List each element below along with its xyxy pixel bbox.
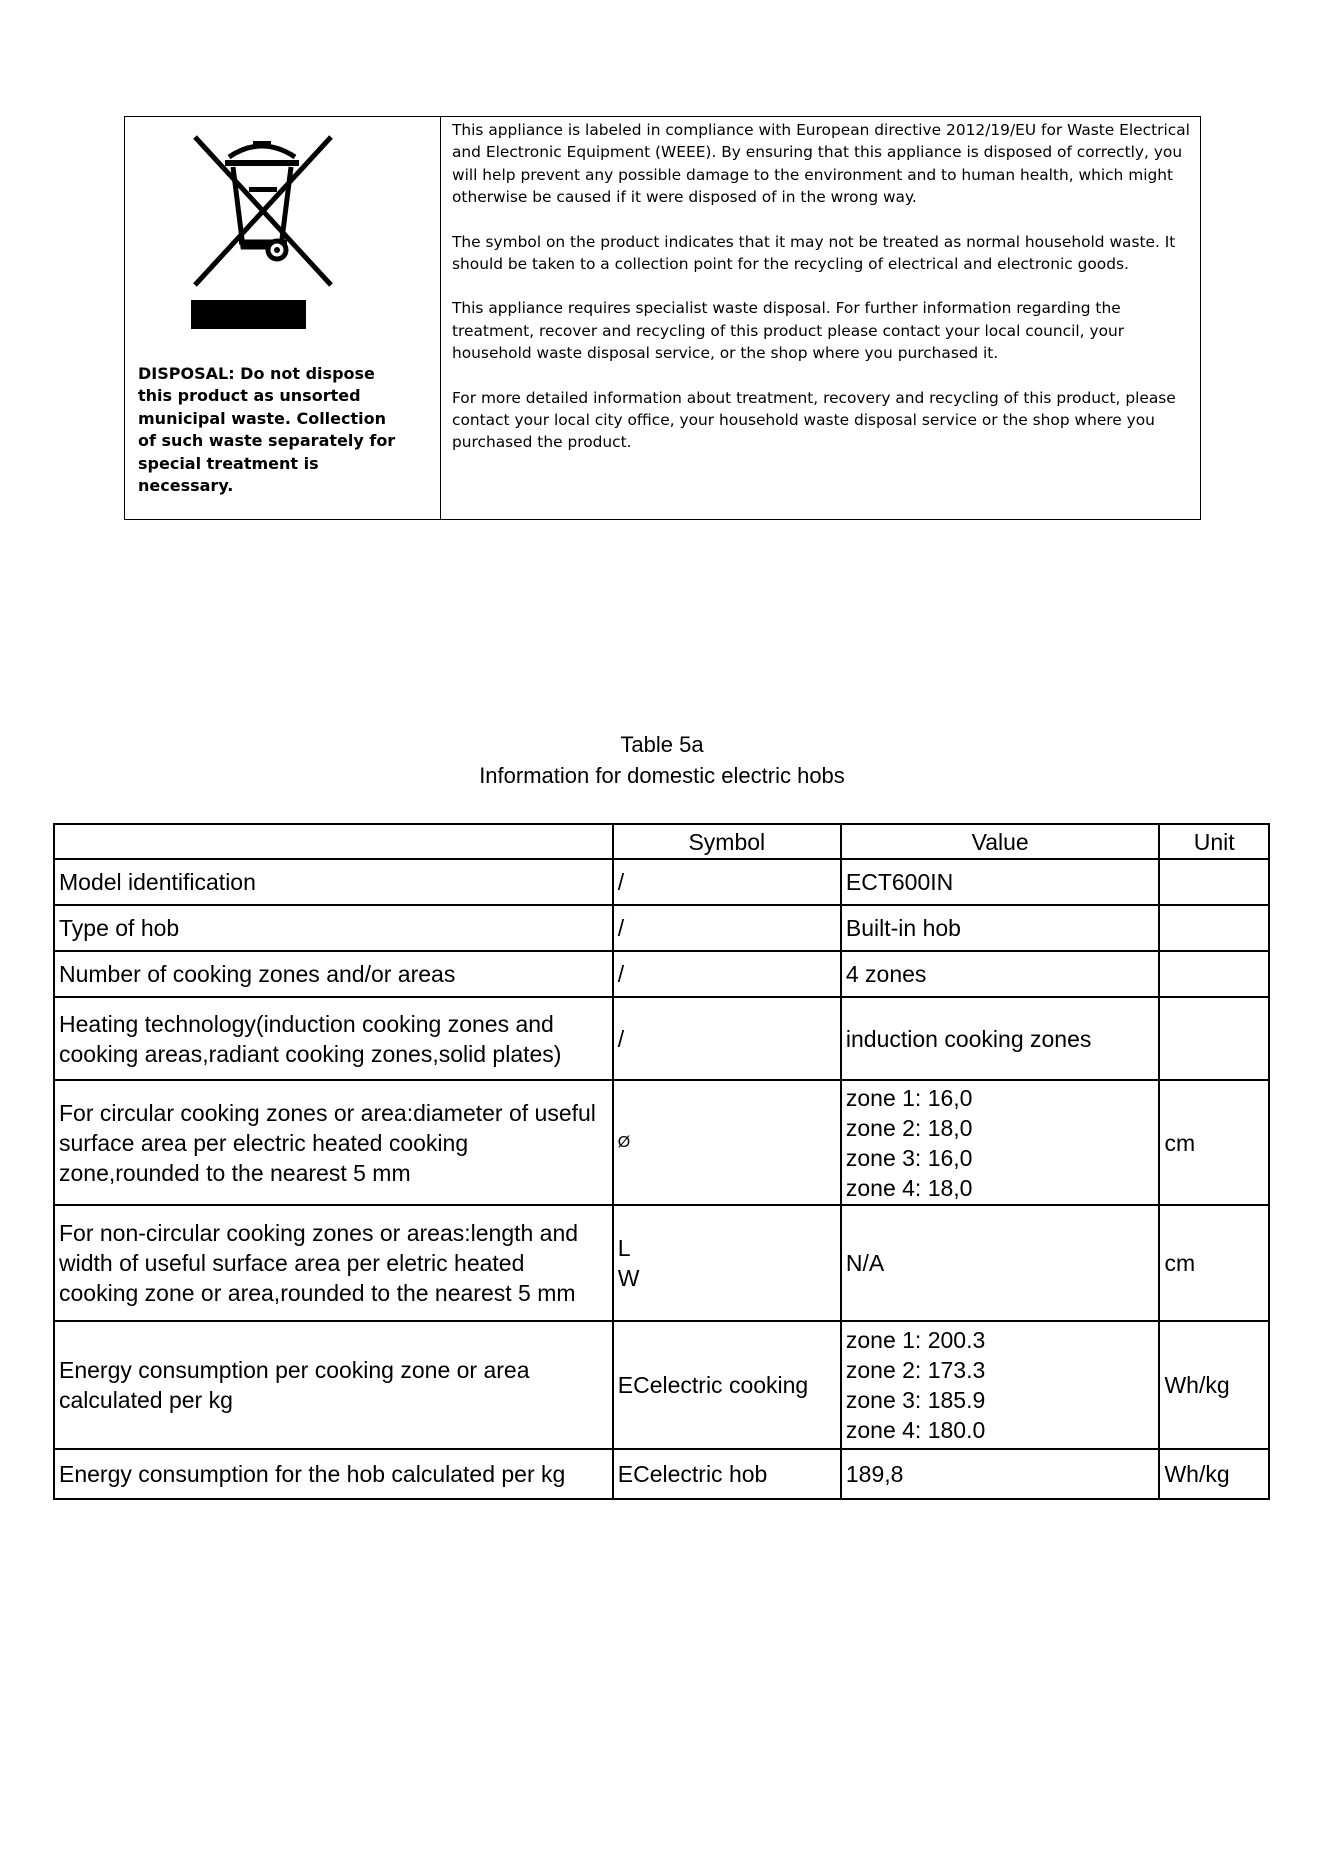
weee-paragraph-2: The symbol on the product indicates that it may not be treated as normal household waste. It should be taken to a collection point for the recycling of electrical and electronic goods. — [452, 232, 1176, 274]
solid-bar-symbol — [191, 300, 306, 329]
row-symbol: L W — [613, 1205, 841, 1321]
row-value: Built-in hob — [841, 905, 1160, 951]
row-label: Energy consumption for the hob calculated per kg — [54, 1449, 613, 1499]
row-unit — [1159, 997, 1269, 1080]
row-unit: cm — [1159, 1080, 1269, 1205]
row-label: Model identification — [54, 859, 613, 905]
row-symbol: Ø — [613, 1080, 841, 1205]
row-unit — [1159, 859, 1269, 905]
row-label: Number of cooking zones and/or areas — [54, 951, 613, 997]
row-unit — [1159, 905, 1269, 951]
row-unit: cm — [1159, 1205, 1269, 1321]
weee-paragraph-4: For more detailed information about treatment, recovery and recycling of this product, please contact your local city office, your household waste disposal service or the shop where you purchased the product. — [452, 388, 1176, 452]
table-row — [54, 997, 1269, 1080]
table-row — [54, 1449, 1269, 1499]
table-row — [54, 951, 1269, 997]
row-value: induction cooking zones — [841, 997, 1160, 1080]
row-symbol: / — [613, 951, 841, 997]
header-parameter — [54, 824, 613, 859]
row-label: Heating technology(induction cooking zones and cooking areas,radiant cooking zones,solid plates) — [54, 997, 613, 1080]
table-title: Information for domestic electric hobs — [479, 763, 845, 788]
row-value: ECT600IN — [841, 859, 1160, 905]
crossed-out-wheelie-bin-icon — [177, 127, 347, 292]
row-value: 4 zones — [841, 951, 1160, 997]
weee-notice-box — [124, 116, 1201, 520]
table-row — [54, 859, 1269, 905]
table-header-row — [54, 824, 1269, 859]
row-symbol: / — [613, 859, 841, 905]
row-symbol: / — [613, 997, 841, 1080]
weee-paragraph-1: This appliance is labeled in compliance with European directive 2012/19/EU for Waste Electrical and Electronic Equipment (WEEE). By ensuring that this appliance is disposed of correctly, you will help prevent any possible damage to the environment and to human health, which might otherwise be caused if it were disposed of in the wrong way. — [452, 121, 1190, 207]
row-symbol: / — [613, 905, 841, 951]
row-unit: Wh/kg — [1159, 1321, 1269, 1449]
row-label: For non-circular cooking zones or areas:length and width of useful surface area per eletric heated cooking zone or area,rounded to the nearest 5 mm — [54, 1205, 613, 1321]
table-row — [54, 905, 1269, 951]
weee-text-cell — [441, 117, 1200, 519]
weee-paragraph-3: This appliance requires specialist waste disposal. For further information regarding the treatment, recover and recycling of this product please contact your local council, your household waste disposal service, or the shop where you purchased it. — [452, 299, 1125, 363]
row-value: zone 1: 16,0 zone 2: 18,0 zone 3: 16,0 zone 4: 18,0 — [841, 1080, 1160, 1205]
disposal-warning: DISPOSAL: Do not dispose this product as unsorted municipal waste. Collection of such waste separately for special treatment is necessary. — [138, 364, 396, 496]
table-row — [54, 1205, 1269, 1321]
table-row — [54, 1321, 1269, 1449]
table-number: Table 5a — [620, 732, 704, 757]
row-unit: Wh/kg — [1159, 1449, 1269, 1499]
row-symbol: ECelectric hob — [613, 1449, 841, 1499]
row-value: zone 1: 200.3 zone 2: 173.3 zone 3: 185.9 zone 4: 180.0 — [841, 1321, 1160, 1449]
table-row — [54, 1080, 1269, 1205]
header-value: Value — [841, 824, 1160, 859]
header-symbol: Symbol — [613, 824, 841, 859]
row-value: N/A — [841, 1205, 1160, 1321]
row-unit — [1159, 951, 1269, 997]
row-label: Energy consumption per cooking zone or area calculated per kg — [54, 1321, 613, 1449]
row-value: 189,8 — [841, 1449, 1160, 1499]
row-symbol: ECelectric cooking — [613, 1321, 841, 1449]
weee-symbol-cell — [125, 117, 441, 519]
row-label: For circular cooking zones or area:diameter of useful surface area per electric heated cooking zone,rounded to the nearest 5 mm — [54, 1080, 613, 1205]
hob-information-table — [53, 823, 1270, 1500]
row-label: Type of hob — [54, 905, 613, 951]
header-unit: Unit — [1159, 824, 1269, 859]
